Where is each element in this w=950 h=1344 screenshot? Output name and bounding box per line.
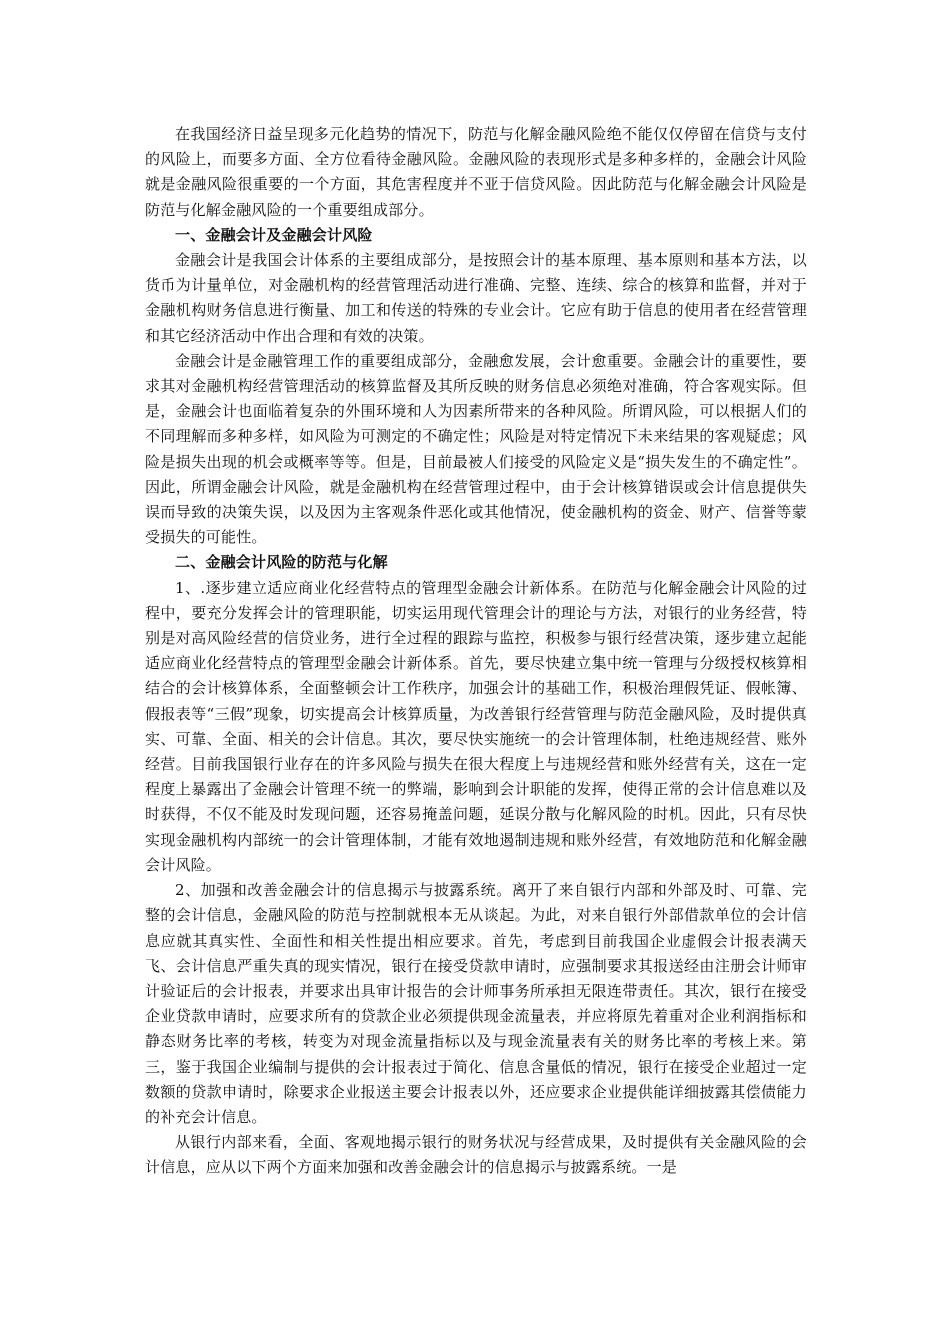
document-body bbox=[145, 122, 807, 1181]
section1-paragraph-1: 金融会计是我国会计体系的主要组成部分，是按照会计的基本原理、基本原则和基本方法，以货币为计量单位，对金融机构的经营管理活动进行准确、完整、连续、综合的核算和监督，并对于金融机构财务信息进行衡量、加工和传送的特殊的专业会计。它应有助于信息的使用者在经营管理和其它经济活动中作出合理和有效的决策。 bbox=[145, 251, 807, 345]
section1-paragraph-2: 金融会计是金融管理工作的重要组成部分，金融愈发展，会计愈重要。金融会计的重要性，要求其对金融机构经营管理活动的核算监督及其所反映的财务信息必须绝对准确，符合客观实际。但是，金融会计也面临着复杂的外围环境和人为因素所带来的各种风险。所谓风险，可以根据人们的不同理解而多种多样，如风险为可测定的不确定性；风险是对特定情况下未来结果的客观疑虑；风险是损失出现的机会或概率等等。但是，目前最被人们接受的风险定义是“损失发生的不确定性”。因此，所谓金融会计风险，就是金融机构在经营管理过程中，由于会计核算错误或会计信息提供失误而导致的决策失误，以及因为主客观条件恶化或其他情况，使金融机构的资金、财产、信誉等蒙受损失的可能性。 bbox=[145, 351, 807, 547]
section2-paragraph-2: 2、加强和改善金融会计的信息揭示与披露系统。离开了来自银行内部和外部及时、可靠、完整的会计信息，金融风险的防范与控制就根本无从谈起。为此，对来自银行外部借款单位的会计信息应就其真实性、全面性和相关性提出相应要求。首先，考虑到目前我国企业虚假会计报表满天飞、会计信息严重失真的现实情况，银行在接受贷款申请时，应强制要求其报送经由注册会计师审计验证后的会计报表，并要求出具审计报告的会计师事务所承担无限连带责任。其次，银行在接受企业贷款申请时，应要求所有的贷款企业必须提供现金流量表，并应将原先着重对企业利润指标和静态财务比率的考核，转变为对现金流量指标以及与现金流量表有关的财务比率的考核上来。第三，鉴于我国企业编制与提供的会计报表过于简化、信息含量低的情况，银行在接受企业超过一定数额的贷款申请时，除要求企业报送主要会计报表以外，还应要求企业提供能详细披露其偿债能力的补充会计信息。 bbox=[145, 881, 807, 1126]
intro-paragraph: 在我国经济日益呈现多元化趋势的情况下，防范与化解金融风险绝不能仅仅停留在信贷与支付的风险上，而要多方面、全方位看待金融风险。金融风险的表现形式是多种多样的，金融会计风险就是金融风险很重要的一个方面，其危害程度并不亚于信贷风险。因此防范与化解金融会计风险是防范与化解金融风险的一个重要组成部分。 bbox=[145, 125, 807, 219]
section-heading-2: 二、金融会计风险的防范与化解 bbox=[175, 553, 388, 572]
section2-paragraph-1: 1、.逐步建立适应商业化经营特点的管理型金融会计新体系。在防范与化解金融会计风险的过程中，要充分发挥会计的管理职能，切实运用现代管理会计的理论与方法，对银行的业务经营，特别是对高风险经营的信贷业务，进行全过程的跟踪与监控，积极参与银行经营决策，逐步建立起能适应商业化经营特点的管理型金融会计新体系。首先，要尽快建立集中统一管理与分级授权核算相结合的会计核算体系，全面整顿会计工作秩序，加强会计的基础工作，积极治理假凭证、假帐簿、假报表等“三假”现象，切实提高会计核算质量，为改善银行经营管理与防范金融风险，及时提供真实、可靠、全面、相关的会计信息。其次，要尽快实施统一的会计管理体制，杜绝违规经营、账外经营。目前我国银行业存在的许多风险与损失在很大程度上与违规经营和账外经营有关，这在一定程度上暴露出了金融会计管理不统一的弊端，影响到会计职能的发挥，使得正常的会计信息难以及时获得，不仅不能及时发现问题，还容易掩盖问题，延误分散与化解风险的时机。因此，只有尽快实现金融机构内部统一的会计管理体制，才能有效地遏制违规和账外经营，有效地防范和化解金融会计风险。 bbox=[145, 578, 807, 874]
section-heading-1: 一、金融会计及金融会计风险 bbox=[175, 225, 373, 244]
section2-paragraph-3: 从银行内部来看，全面、客观地揭示银行的财务状况与经营成果，及时提供有关金融风险的会计信息，应从以下两个方面来加强和改善金融会计的信息揭示与披露系统。一是 bbox=[145, 1133, 807, 1177]
